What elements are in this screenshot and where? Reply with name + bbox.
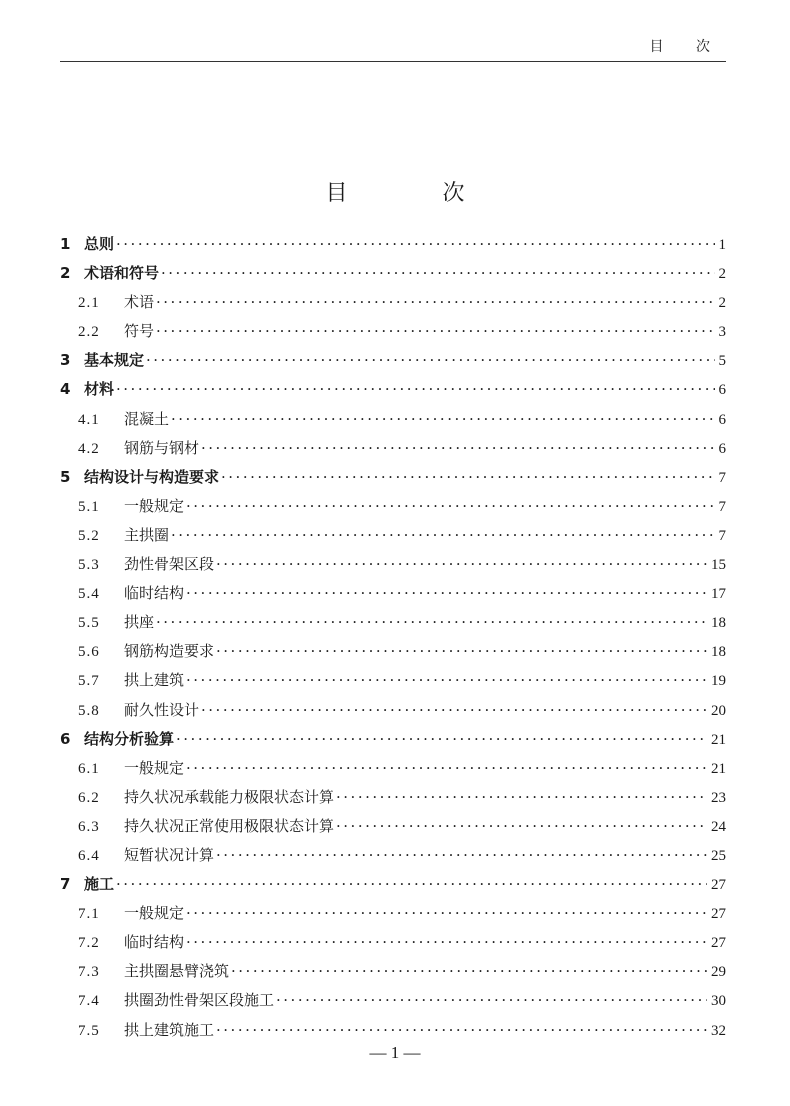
toc-entry-page: 24 [711, 818, 726, 835]
toc-chapter-entry[interactable] [60, 463, 726, 492]
toc-section-entry[interactable] [60, 637, 726, 666]
toc-entry-number: 2.1 [78, 295, 100, 312]
toc-leader-dots [161, 259, 714, 288]
toc-entry-label: 结构分析验算 [84, 729, 175, 748]
toc-section-entry[interactable] [60, 957, 726, 986]
page-number: — 1 — [369, 1043, 421, 1062]
toc-leader-dots [216, 550, 707, 579]
toc-entry-label: 施工 [84, 875, 115, 894]
toc-entry-page: 27 [711, 906, 726, 923]
toc-section-entry[interactable] [60, 317, 726, 346]
toc-section-entry[interactable] [60, 986, 726, 1015]
toc-entry-number: 7.2 [78, 935, 100, 952]
toc-entry-page: 23 [711, 789, 726, 806]
toc-entry-label: 钢筋与钢材 [124, 438, 200, 457]
toc-entry-number: 6.1 [78, 760, 100, 777]
toc-entry-page: 29 [711, 964, 726, 981]
toc-entry-number: 7.5 [78, 1022, 100, 1039]
toc-entry-page: 21 [711, 760, 726, 777]
toc-leader-dots [216, 637, 707, 666]
toc-leader-dots [186, 899, 707, 928]
toc-entry-number: 6 [60, 729, 71, 748]
toc-section-entry[interactable] [60, 666, 726, 695]
toc-entry-page: 6 [718, 411, 726, 428]
toc-entry-number: 4.2 [78, 440, 100, 457]
toc-leader-dots [116, 230, 714, 259]
toc-leader-dots [336, 812, 707, 841]
toc-entry-number: 2.2 [78, 324, 100, 341]
toc-entry-number: 5 [60, 467, 71, 486]
toc-entry-page: 7 [718, 469, 726, 486]
toc-entry-page: 6 [718, 440, 726, 457]
toc-entry-page: 30 [711, 993, 726, 1010]
toc-entry-number: 7.3 [78, 964, 100, 981]
toc-leader-dots [186, 492, 714, 521]
toc-entry-label: 拱座 [124, 613, 155, 632]
toc-entry-number: 5.7 [78, 673, 100, 690]
toc-leader-dots [186, 579, 707, 608]
toc-leader-dots [336, 783, 707, 812]
toc-entry-label: 拱圈劲性骨架区段施工 [124, 991, 275, 1010]
toc-entry-number: 6.2 [78, 789, 100, 806]
toc-chapter-entry[interactable] [60, 375, 726, 404]
toc-chapter-entry[interactable] [60, 259, 726, 288]
toc-entry-label: 主拱圈悬臂浇筑 [124, 962, 230, 981]
toc-entry-page: 18 [711, 644, 726, 661]
toc-chapter-entry[interactable] [60, 725, 726, 754]
toc-leader-dots [231, 957, 707, 986]
toc-entry-page: 19 [711, 673, 726, 690]
toc-section-entry[interactable] [60, 288, 726, 317]
toc-entry-number: 5.8 [78, 702, 100, 719]
toc-entry-number: 5.6 [78, 644, 100, 661]
toc-entry-page: 7 [718, 527, 726, 544]
toc-entry-label: 持久状况承载能力极限状态计算 [124, 787, 335, 806]
toc-leader-dots [156, 317, 714, 346]
table-of-contents [60, 230, 726, 1045]
header-rule [60, 61, 726, 62]
toc-section-entry[interactable] [60, 783, 726, 812]
toc-entry-page: 15 [711, 557, 726, 574]
toc-entry-label: 总则 [84, 235, 115, 253]
toc-entry-label: 一般规定 [124, 904, 185, 923]
toc-leader-dots [171, 405, 714, 434]
toc-leader-dots [186, 754, 707, 783]
toc-entry-page: 5 [718, 353, 726, 370]
toc-section-entry[interactable] [60, 899, 726, 928]
toc-section-entry[interactable] [60, 434, 726, 463]
toc-section-entry[interactable] [60, 492, 726, 521]
toc-entry-label: 术语和符号 [84, 264, 160, 283]
toc-section-entry[interactable] [60, 812, 726, 841]
toc-leader-dots [156, 608, 707, 637]
toc-entry-page: 27 [711, 935, 726, 952]
toc-entry-page: 1 [718, 237, 726, 253]
toc-section-entry[interactable] [60, 521, 726, 550]
toc-entry-page: 2 [718, 266, 726, 283]
toc-entry-number: 4.1 [78, 411, 100, 428]
toc-section-entry[interactable] [60, 608, 726, 637]
toc-leader-dots [221, 463, 714, 492]
toc-entry-label: 短暂状况计算 [124, 845, 215, 864]
toc-entry-page: 3 [718, 324, 726, 341]
toc-section-entry[interactable] [60, 550, 726, 579]
toc-entry-label: 耐久性设计 [124, 700, 200, 719]
toc-entry-label: 结构设计与构造要求 [84, 467, 220, 486]
toc-entry-label: 持久状况正常使用极限状态计算 [124, 816, 335, 835]
toc-entry-number: 5.1 [78, 498, 100, 515]
toc-leader-dots [216, 841, 707, 870]
toc-section-entry[interactable] [60, 1016, 726, 1045]
toc-chapter-entry[interactable] [60, 346, 726, 375]
toc-section-entry[interactable] [60, 928, 726, 957]
toc-entry-label: 主拱圈 [124, 525, 170, 544]
toc-leader-dots [201, 434, 714, 463]
toc-entry-page: 6 [718, 382, 726, 399]
toc-entry-page: 25 [711, 847, 726, 864]
toc-entry-number: 5.3 [78, 557, 100, 574]
toc-entry-number: 3 [60, 351, 71, 370]
toc-entry-label: 临时结构 [124, 933, 185, 952]
toc-section-entry[interactable] [60, 754, 726, 783]
toc-chapter-entry[interactable] [60, 870, 726, 899]
toc-leader-dots [146, 346, 714, 375]
toc-entry-label: 临时结构 [124, 584, 185, 603]
toc-section-entry[interactable] [60, 696, 726, 725]
toc-entry-label: 基本规定 [84, 351, 145, 370]
toc-entry-number: 4 [60, 380, 71, 399]
toc-leader-dots [156, 288, 714, 317]
toc-entry-label: 符号 [124, 322, 155, 341]
toc-leader-dots [116, 375, 714, 404]
toc-entry-number: 1 [60, 235, 71, 253]
toc-leader-dots [186, 666, 707, 695]
toc-entry-label: 拱上建筑施工 [124, 1020, 215, 1039]
toc-entry-number: 7.1 [78, 906, 100, 923]
toc-entry-number: 7 [60, 875, 71, 894]
toc-entry-number: 7.4 [78, 993, 100, 1010]
toc-leader-dots [116, 870, 707, 899]
toc-entry-number: 6.4 [78, 847, 100, 864]
toc-entry-page: 21 [711, 731, 726, 748]
toc-entry-label: 劲性骨架区段 [124, 555, 215, 574]
toc-entry-page: 18 [711, 615, 726, 632]
toc-entry-page: 20 [711, 702, 726, 719]
toc-section-entry[interactable] [60, 579, 726, 608]
toc-entry-number: 6.3 [78, 818, 100, 835]
toc-entry-page: 2 [718, 295, 726, 312]
toc-entry-label: 一般规定 [124, 496, 185, 515]
page-title: 目 次 [325, 181, 509, 206]
toc-chapter-entry[interactable] [60, 230, 726, 259]
toc-section-entry[interactable] [60, 405, 726, 434]
toc-leader-dots [171, 521, 714, 550]
toc-entry-number: 2 [60, 264, 71, 283]
toc-entry-number: 5.5 [78, 615, 100, 632]
toc-entry-label: 一般规定 [124, 758, 185, 777]
toc-entry-page: 27 [711, 877, 726, 894]
toc-entry-label: 拱上建筑 [124, 671, 185, 690]
running-head: 目 次 [649, 39, 724, 55]
toc-entry-number: 5.4 [78, 586, 100, 603]
toc-leader-dots [176, 725, 707, 754]
toc-entry-label: 混凝土 [124, 409, 170, 428]
toc-entry-page: 17 [711, 586, 726, 603]
toc-entry-label: 钢筋构造要求 [124, 642, 215, 661]
toc-section-entry[interactable] [60, 841, 726, 870]
toc-entry-label: 材料 [84, 380, 115, 399]
toc-leader-dots [201, 696, 707, 725]
toc-entry-label: 术语 [124, 293, 155, 312]
toc-entry-page: 32 [711, 1022, 726, 1039]
toc-entry-number: 5.2 [78, 527, 100, 544]
toc-leader-dots [216, 1016, 707, 1045]
toc-leader-dots [276, 986, 707, 1015]
toc-entry-page: 7 [718, 498, 726, 515]
toc-leader-dots [186, 928, 707, 957]
